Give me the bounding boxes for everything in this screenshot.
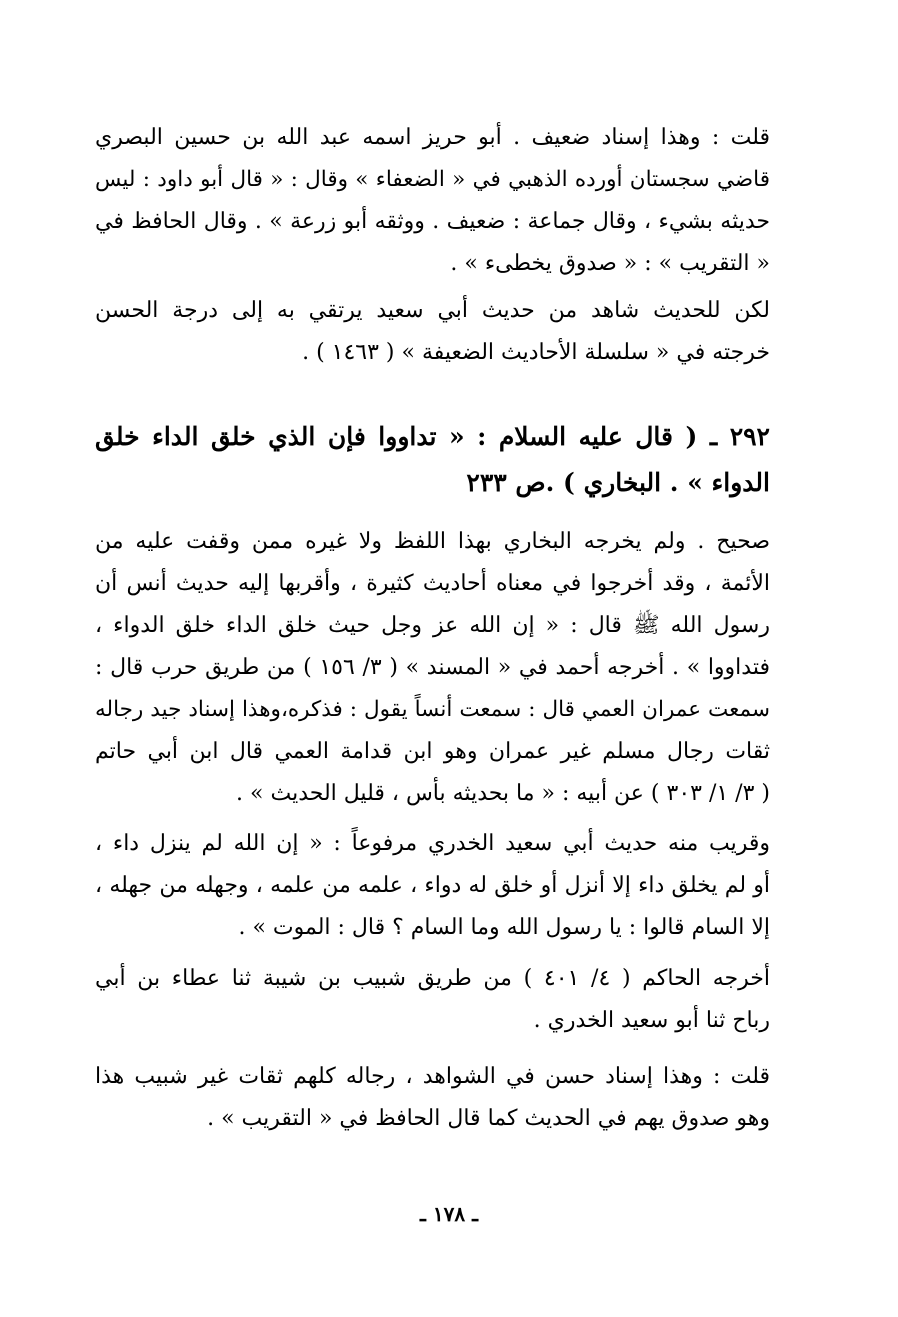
text-line: ( ٣/ ١/ ٣٠٣ ) عن أبيه : « ما بحديثه بأس ، قليل الحديث » . bbox=[236, 781, 770, 806]
text-line: قلت : وهذا إسناد ضعيف . أبو حريز اسمه عبد الله بن حسين البصري bbox=[95, 125, 770, 150]
text-line: أخرجه الحاكم ( ٤/ ٤٠١ ) من طريق شبيب بن شيبة ثنا عطاء بن أبي bbox=[95, 966, 770, 991]
text-line: وهو صدوق يهم في الحديث كما قال الحافظ في « التقريب » . bbox=[207, 1106, 770, 1131]
text-line: رسول الله ﷺ قال : « إن الله عز وجل حيث خلق الداء خلق الدواء ، bbox=[95, 613, 770, 638]
text-line: قاضي سجستان أورده الذهبي في « الضعفاء » وقال : « قال أبو داود : ليس bbox=[95, 167, 770, 192]
paragraph-conclusion bbox=[95, 1056, 770, 1140]
hadith-text-line: الدواء » . البخاري ) .ص ٢٣٣ bbox=[466, 468, 770, 497]
hadith-heading bbox=[95, 414, 770, 506]
text-line: حديثه بشيء ، وقال جماعة : ضعيف . ووثقه أبو زرعة » . وقال الحافظ في bbox=[95, 209, 770, 234]
text-line: رباح ثنا أبو سعيد الخدري . bbox=[533, 1008, 770, 1033]
text-line: سمعت عمران العمي قال : سمعت أنساً يقول : فذكره،وهذا إسناد جيد رجاله bbox=[95, 697, 770, 722]
paragraph-supporting-witness bbox=[95, 290, 770, 374]
text-line: صحيح . ولم يخرجه البخاري بهذا اللفظ ولا غيره ممن وقفت عليه من bbox=[95, 529, 770, 554]
paragraph-takhrij bbox=[95, 958, 770, 1042]
text-line: الأئمة ، وقد أخرجوا في معناه أحاديث كثيرة ، وأقربها إليه حديث أنس أن bbox=[95, 571, 770, 596]
text-line: قلت : وهذا إسناد حسن في الشواهد ، رجاله كلهم ثقات غير شبيب هذا bbox=[95, 1064, 770, 1089]
text-line: « التقريب » : « صدوق يخطىء » . bbox=[450, 251, 770, 276]
hadith-text-line: ٢٩٢ ـ ( قال عليه السلام : « تداووا فإن الذي خلق الداء خلق bbox=[95, 422, 770, 451]
page-number: ـ ١٧٨ ـ bbox=[420, 1202, 478, 1226]
text-line: إلا السام قالوا : يا رسول الله وما السام ؟ قال : الموت » . bbox=[238, 915, 770, 940]
text-line: أو لم يخلق داء إلا أنزل أو خلق له دواء ، علمه من علمه ، وجهله من جهله ، bbox=[95, 873, 770, 898]
text-line: وقريب منه حديث أبي سعيد الخدري مرفوعاً : « إن الله لم ينزل داء ، bbox=[95, 831, 770, 856]
paragraph-isnad-critique bbox=[95, 117, 770, 285]
paragraph-related-hadith bbox=[95, 823, 770, 949]
text-line: خرجته في « سلسلة الأحاديث الضعيفة » ( ١٤٦٣ ) . bbox=[302, 340, 770, 365]
paragraph-grading bbox=[95, 521, 770, 815]
text-line: فتداووا » . أخرجه أحمد في « المسند » ( ٣/ ١٥٦ ) من طريق حرب قال : bbox=[95, 655, 770, 680]
text-line: لكن للحديث شاهد من حديث أبي سعيد يرتقي به إلى درجة الحسن bbox=[95, 298, 770, 323]
text-line: ثقات رجال مسلم غير عمران وهو ابن قدامة العمي قال ابن أبي حاتم bbox=[95, 739, 770, 764]
